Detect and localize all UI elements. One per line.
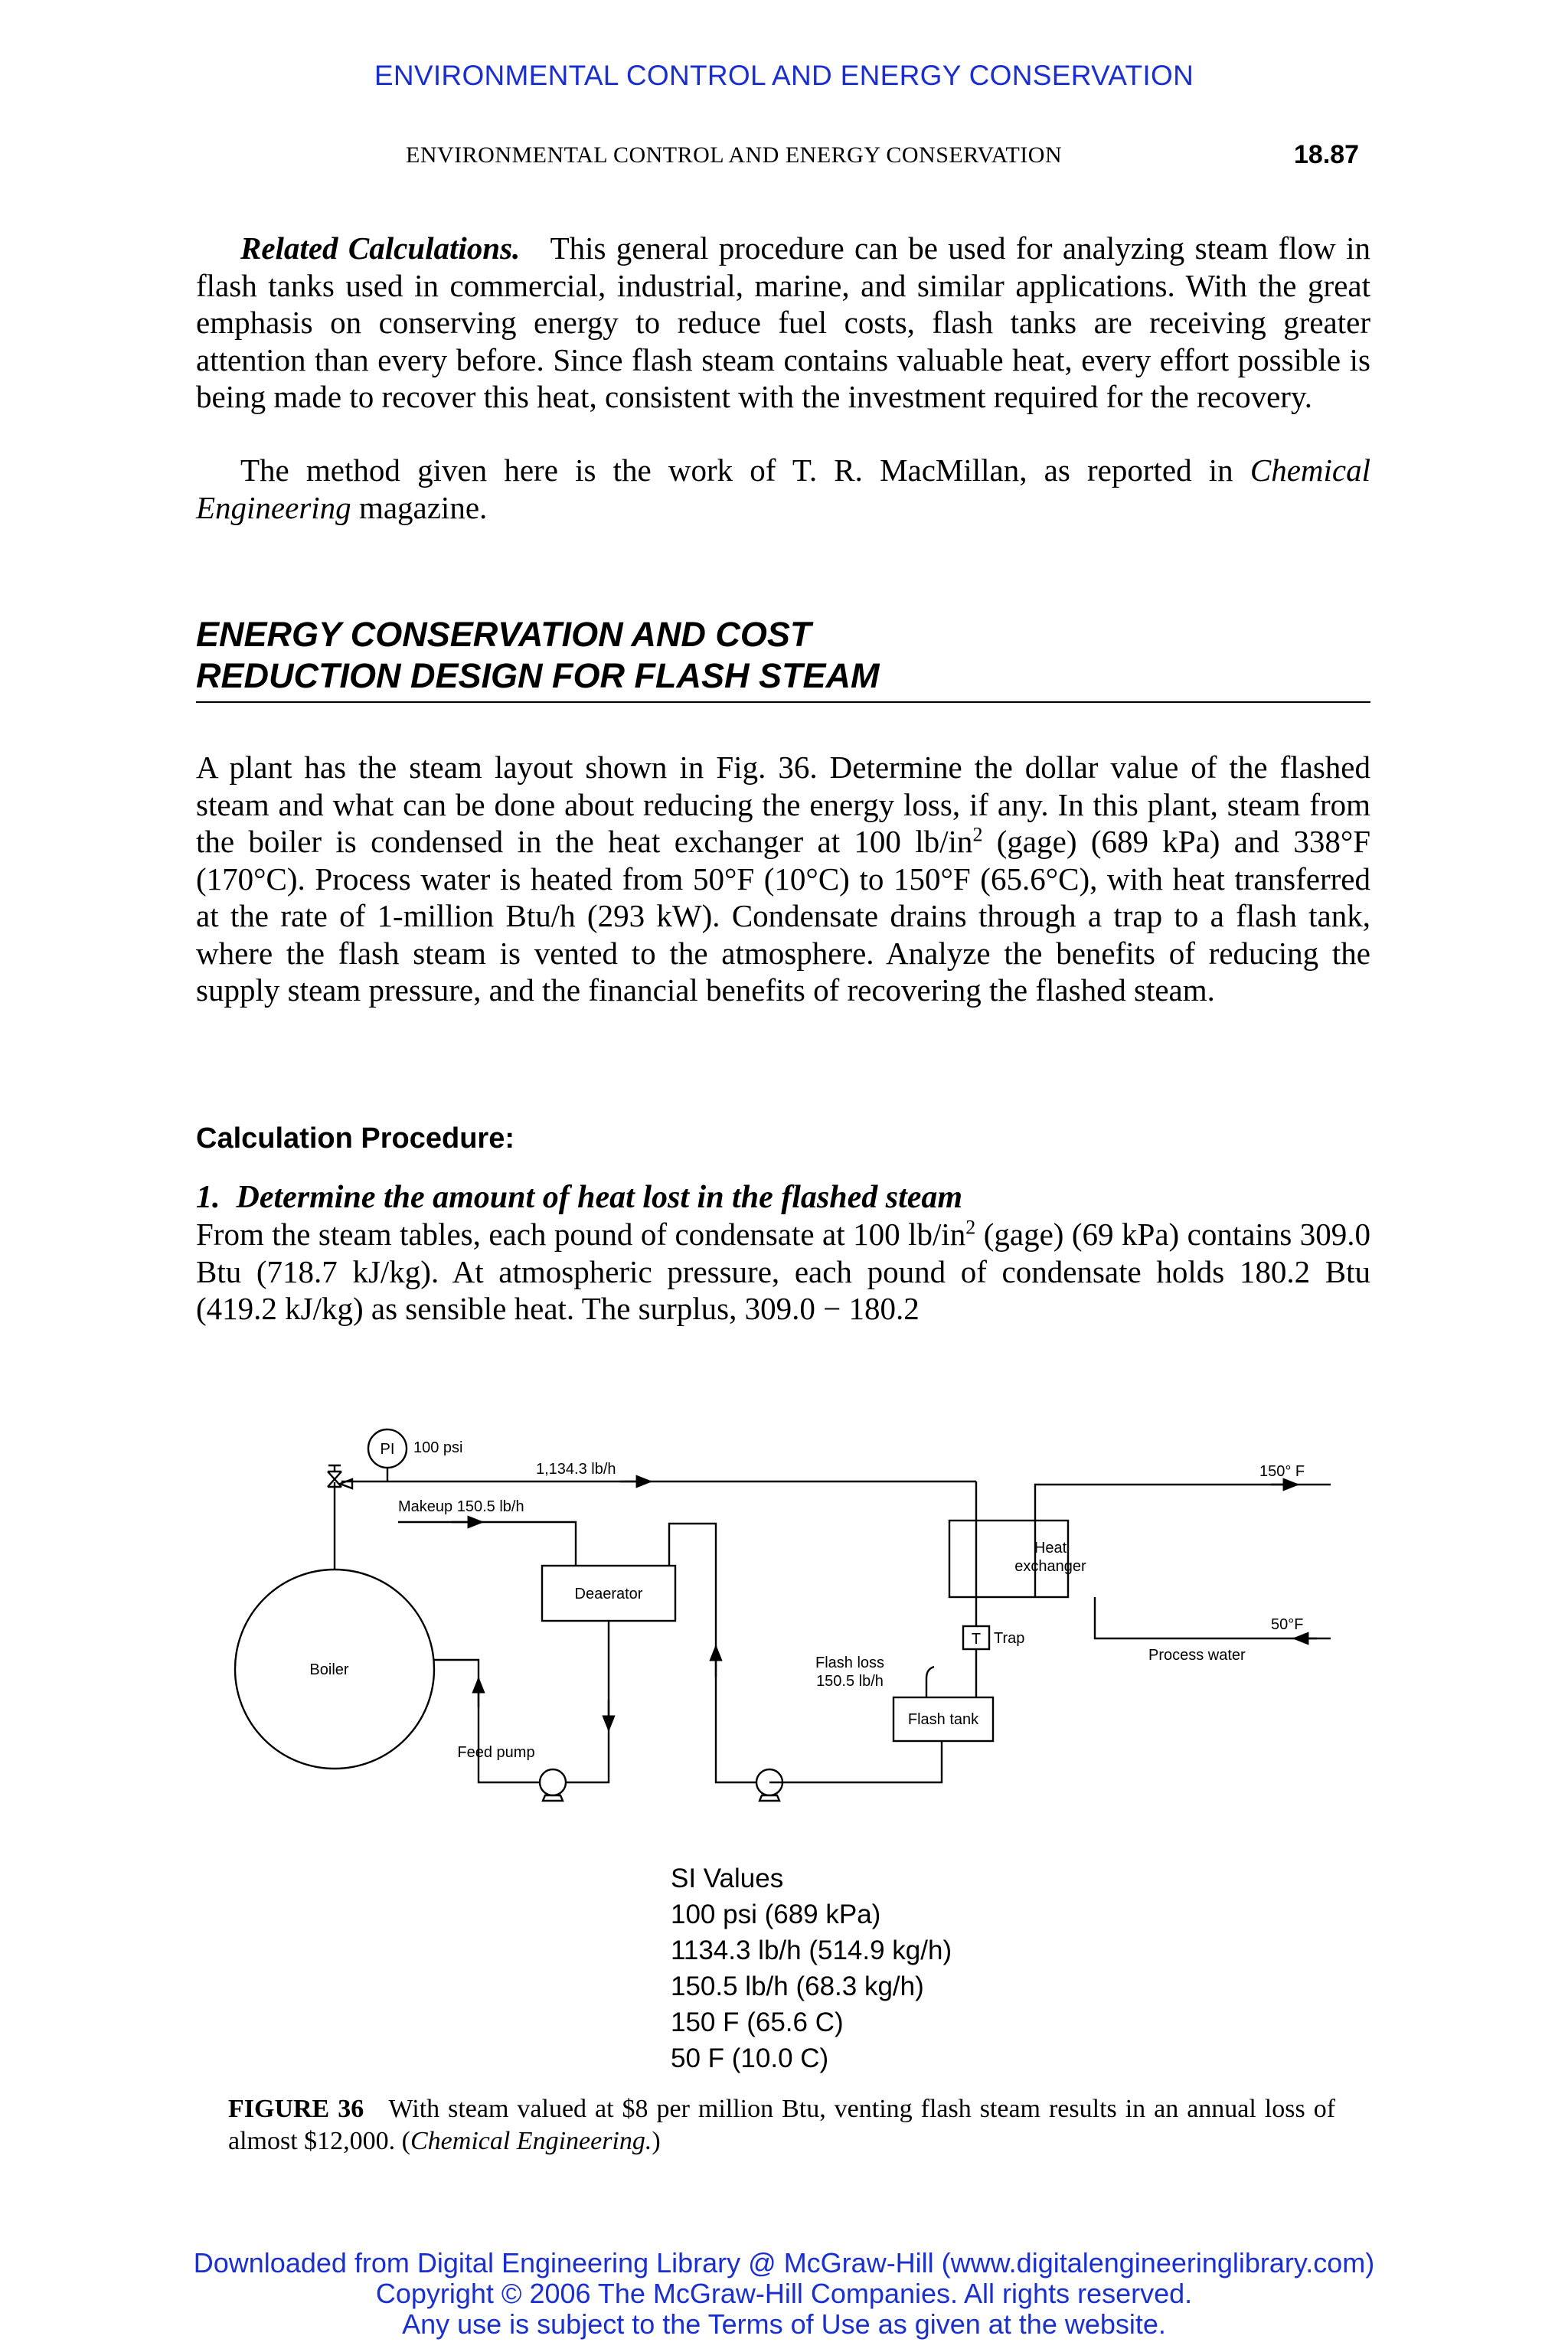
step1-title: Determine the amount of heat lost in the flashed steam: [236, 1180, 963, 1215]
feed-pump-shape: [540, 1769, 566, 1795]
method-source: Chemical Engineering: [196, 452, 1371, 525]
makeup-line: [398, 1522, 576, 1566]
hot-water-outlet: [1035, 1485, 1331, 1521]
hot-water-temp-label: 150° F: [1259, 1463, 1305, 1480]
figure-caption: FIGURE 36 With steam valued at $8 per million Btu, venting flash steam results in an annual loss of almost $12,000. (Chemical Engineering.): [228, 2095, 1336, 2155]
figure-label: FIGURE 36: [228, 2095, 364, 2123]
si-value-line: 100 psi (689 kPa): [671, 1900, 881, 1929]
si-value-line: 50 F (10.0 C): [671, 2043, 829, 2073]
deaerator-outlet: [567, 1621, 609, 1782]
si-value-line: 1134.3 lb/h (514.9 kg/h): [671, 1936, 952, 1965]
pi-label: PI: [380, 1441, 395, 1458]
boiler-label: Boiler: [309, 1661, 349, 1678]
heat-exchanger-label-2: exchanger: [1014, 1558, 1086, 1575]
method-text: The method given here is the work of T. R. MacMillan, as reported in: [240, 452, 1233, 488]
cold-water-temp-label: 50°F: [1271, 1616, 1304, 1633]
page-number: 18.87: [1294, 140, 1360, 169]
method-paragraph: [196, 452, 1370, 526]
feed-pump-label: Feed pump: [457, 1744, 535, 1761]
site-banner: ENVIRONMENTAL CONTROL AND ENERGY CONSERVATION: [374, 60, 1194, 91]
figure-caption-source: Chemical Engineering.: [410, 2127, 652, 2155]
running-head: ENVIRONMENTAL CONTROL AND ENERGY CONSERVATION: [406, 142, 1063, 168]
figure-caption-text: With steam valued at $8 per million Btu, venting flash steam results in an annual loss of almost $12,000.: [228, 2095, 1336, 2155]
si-values-title: SI Values: [671, 1864, 784, 1893]
flash-loss-label-1: Flash loss: [815, 1655, 885, 1671]
footer-terms-link[interactable]: Any use is subject to the Terms of Use as given at the website.: [402, 2308, 1166, 2340]
si-values-block: [671, 1860, 952, 2076]
si-value-line: 150.5 lb/h (68.3 kg/h): [671, 1971, 924, 2001]
makeup-label: Makeup 150.5 lb/h: [398, 1498, 524, 1515]
feed-pump-base: [543, 1795, 563, 1801]
footer-copyright: Copyright © 2006 The McGraw-Hill Companies. All rights reserved.: [375, 2278, 1193, 2309]
step1-heading: [196, 1179, 962, 1216]
condensate-pump-base: [760, 1795, 779, 1801]
step1-text: From the steam tables, each pound of condensate at 100 lb/in: [196, 1217, 966, 1252]
flash-vent: [926, 1667, 934, 1697]
related-calculations-lead: Related Calculations.: [240, 230, 521, 266]
pressure-label: 100 psi: [413, 1439, 463, 1456]
section-title-line2: REDUCTION DESIGN FOR FLASH STEAM: [196, 656, 880, 695]
step1-paragraph: [196, 1216, 1370, 1328]
section-divider: [196, 701, 1370, 703]
calculation-procedure-heading: Calculation Procedure:: [196, 1122, 514, 1155]
problem-statement: [196, 749, 1370, 1009]
si-value-line: 150 F (65.6 C): [671, 2007, 844, 2037]
steam-layout-diagram: [222, 1416, 1348, 1815]
related-calculations-body: This general procedure can be used for analyzing steam flow in flash tanks used in commercial, industrial, marine, and similar applications. With the great emphasis on conserving energy to reduce fuel costs, flash tanks are receiving greater attention than every before. Since flash steam contains valuable heat, every effort possible is being made to recover this heat, consistent with the investment required for the recovery.: [196, 230, 1370, 414]
section-title: [196, 614, 1370, 697]
method-text-end: magazine.: [358, 489, 488, 525]
steam-flow-label: 1,134.3 lb/h: [536, 1461, 616, 1478]
flash-loss-label-2: 150.5 lb/h: [816, 1673, 884, 1690]
problem-text: A plant has the steam layout shown in Fig. 36. Determine the dollar value of the flashed steam and what can be done about reducing the energy loss, if any. In this plant, steam from the boiler is condensed in the heat exchanger at 100 lb/in: [196, 750, 1370, 859]
process-water-label: Process water: [1148, 1647, 1246, 1664]
step1-superscript: 2: [965, 1216, 976, 1239]
condensate-return-line: [669, 1524, 756, 1782]
step1-text-cont: (gage) (69 kPa) contains 309.0 Btu (718.7 kJ/kg). At atmospheric pressure, each pound of condensate holds 180.2 Btu (419.2 kJ/kg) as sensible heat. The surplus, 309.0 − 180.2: [196, 1217, 1370, 1326]
flash-tank-drain: [769, 1741, 942, 1782]
problem-text-cont: (gage) (689 kPa) and 338°F (170°C). Process water is heated from 50°F (10°C) to 150°F (65.6°C), with heat transferred at the rate of 1-million Btu/h (293 kW). Condensate drains through a trap to a flash tank, where the flash steam is vented to the atmosphere. Analyze the benefits of reducing the supply steam pressure, and the financial benefits of recovering the flashed steam.: [196, 824, 1371, 1008]
step1-number: 1.: [196, 1180, 220, 1215]
related-calculations-paragraph: [196, 230, 1370, 416]
trap-symbol: T: [971, 1631, 982, 1648]
heat-exchanger-label-1: Heat: [1034, 1540, 1067, 1557]
feed-water-line: [434, 1660, 540, 1782]
footer: [0, 2248, 1568, 2340]
deaerator-label: Deaerator: [574, 1586, 643, 1602]
problem-superscript: 2: [972, 823, 983, 846]
trap-label: Trap: [994, 1630, 1025, 1647]
section-title-line1: ENERGY CONSERVATION AND COST: [196, 615, 812, 654]
flash-tank-label: Flash tank: [907, 1711, 979, 1728]
footer-download-link[interactable]: Downloaded from Digital Engineering Library @ McGraw-Hill (www.digitalengineeringlibrary.com): [193, 2247, 1375, 2278]
